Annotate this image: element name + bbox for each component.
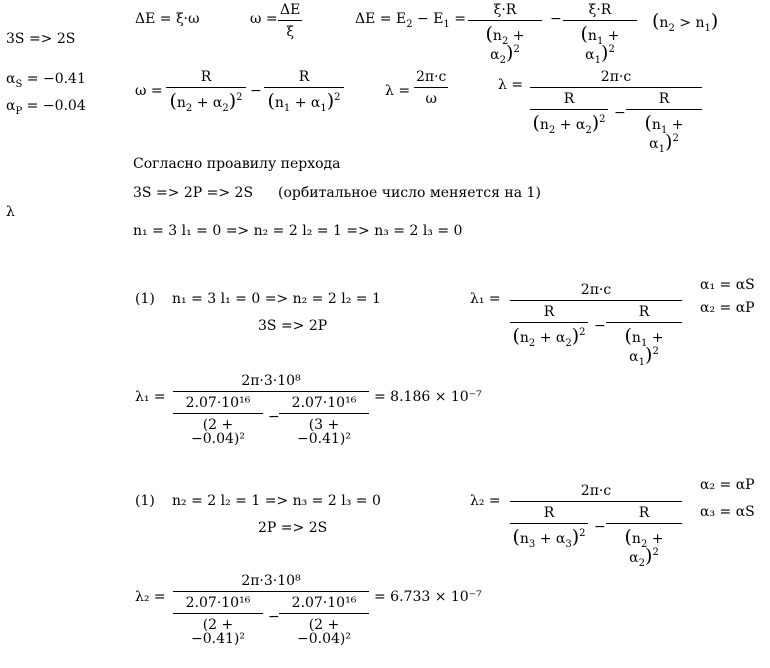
step1-alpha2: α₂ = αP [700,300,755,316]
step1-label: (1) [135,291,155,307]
lambda-omega-fraction: 2π·c ω [416,69,447,107]
omega-term-2: R $(n_2 + \alpha_2)^2$ [166,70,246,111]
step2-calc-fraction: 2π·3·10⁸ 2.07·10¹⁶ (2 + −0.41)² − 2.07·10¹⁶ (2 + −0.04)² [173,574,369,648]
transition-chain: 3S => 2P => 2S [133,185,254,201]
step1-quantum: n₁ = 3 l₁ = 0 => n₂ = 2 l₂ = 1 [172,291,381,307]
step2-lambda-lhs: λ₂ = [470,493,501,509]
lambda-omega-lhs: λ = [385,83,411,99]
omega-denominator: ξ [286,24,295,40]
alpha-s-value: = −0.41 [26,71,86,87]
rule-note: (орбитальное число меняется на 1) [278,185,541,201]
step2-alpha3: α₃ = αS [700,504,755,520]
mathcad-worksheet: 3S => 2S $\alpha_S = -0.41$ $\alpha_P = -0.04$ λ ΔE = ξ·ω ω = ΔE ξ $\Delta E = E_2 - E_1$ = ξ·R $(n_2 + \alpha_2)^2$ − ξ·R $(n_1 + \alpha_1)^2$ $(n_2 > n_1)$ ω = R $(n_2 + \alpha_2)^2$ − R $(n_1 + \alpha_1)^2$ λ = 2π·c ω λ = 2π·c R $(n_2 + \alpha_2)^2$ − R $(n_1 + \alpha_1)^2$ Согласно проавилу перхода 3S => 2P => 2S (орбитальное число меняется на 1) n₁ = 3 l₁ = 0 => n₂ = 2 l₂ = 1 => n₃ = 2 l₃ = 0 (1) n₁ = 3 l₁ = 0 => n₂ = 2 l₂ = 1 3S => 2P λ₁ = 2π·c R $(n_2 + \alpha_2)^2$ − R $(n_1 + \alpha_1)^2$ α₁ = αS α₂ = αP λ₁ = 2π·3·10⁸ 2.07·10¹⁶ (2 + −0.04)² − 2.07·10¹⁶ (3 + −0.41)² = 8.186 × 10⁻⁷ (1) n₂ = 2 l₂ = 1 => n₃ = 2 l₃ = 0 2P => 2S λ₂ = 2π·c R $(n_3 + \alpha_3)^2$ − R $(n_2 + \alpha_2)^2$ α₂ = αP α₃ = αS λ₂ = 2π·3·10⁸ 2.07·10¹⁶ (2 + −0.41)² − 2.07·10¹⁶ (2 + −0.04)² = 6.733 × 10⁻⁷ [6,2,755,647]
step1-transition: 3S => 2P [258,318,328,334]
omega-definition-lhs: ω = [250,11,278,27]
alpha-s-definition: $\alpha_S = -0.41$ [6,71,86,90]
step1-calc-lhs: λ₁ = [135,389,166,405]
omega-definition-fraction [278,3,302,39]
quantum-numbers-chain: n₁ = 3 l₁ = 0 => n₂ = 2 l₂ = 1 => n₃ = 2 l₃ = 0 [133,223,463,239]
step2-label: (1) [135,493,155,509]
step2-quantum: n₂ = 2 l₂ = 1 => n₃ = 2 l₃ = 0 [172,493,381,509]
step1-calc-fraction: 2π·3·10⁸ 2.07·10¹⁶ (2 + −0.04)² − 2.07·10¹⁶ (3 + −0.41)² [173,374,369,448]
step2-result: = 6.733 × 10⁻⁷ [374,589,482,605]
step1-lambda-fraction: 2π·c R $(n_2 + \alpha_2)^2$ − R $(n_1 + \alpha_1)^2$ [510,283,682,357]
transition-label: 3S => 2S [6,31,76,47]
step2-alpha2: α₂ = αP [700,477,755,493]
step1-alpha1: α₁ = αS [700,277,755,293]
alpha-p-definition: $\alpha_P = -0.04$ [6,98,86,117]
energy-term-2-fraction: ξ·R $(n_2 + \alpha_2)^2$ [468,3,542,63]
rule-heading: Согласно проавилу перхода [133,156,341,172]
lambda-variable: λ [6,204,15,220]
step2-transition: 2P => 2S [258,520,328,536]
omega-formula-lhs: ω = [135,83,163,99]
energy-omega-relation: ΔE = ξ·ω [135,11,200,27]
lambda-full-lhs: λ = [498,77,524,93]
energy-term-1-fraction: ξ·R $(n_1 + \alpha_1)^2$ [563,3,637,63]
energy-difference-lhs: $\Delta E = E_2 - E_1$ = [355,11,466,30]
step2-lambda-fraction: 2π·c R $(n_3 + \alpha_3)^2$ − R $(n_2 + \alpha_2)^2$ [510,484,682,558]
step2-calc-lhs: λ₂ = [135,589,166,605]
step1-result: = 8.186 × 10⁻⁷ [374,389,482,405]
lambda-full-fraction: 2π·c R $(n_2 + \alpha_2)^2$ − R $(n_1 + \alpha_1)^2$ [530,70,702,144]
quantum-condition: $(n_2 > n_1)$ [652,10,719,34]
alpha-p-value: = −0.04 [26,98,86,114]
omega-numerator: ΔE [280,2,301,18]
omega-term-1: R $(n_1 + \alpha_1)^2$ [264,70,344,111]
step1-lambda-lhs: λ₁ = [470,291,501,307]
